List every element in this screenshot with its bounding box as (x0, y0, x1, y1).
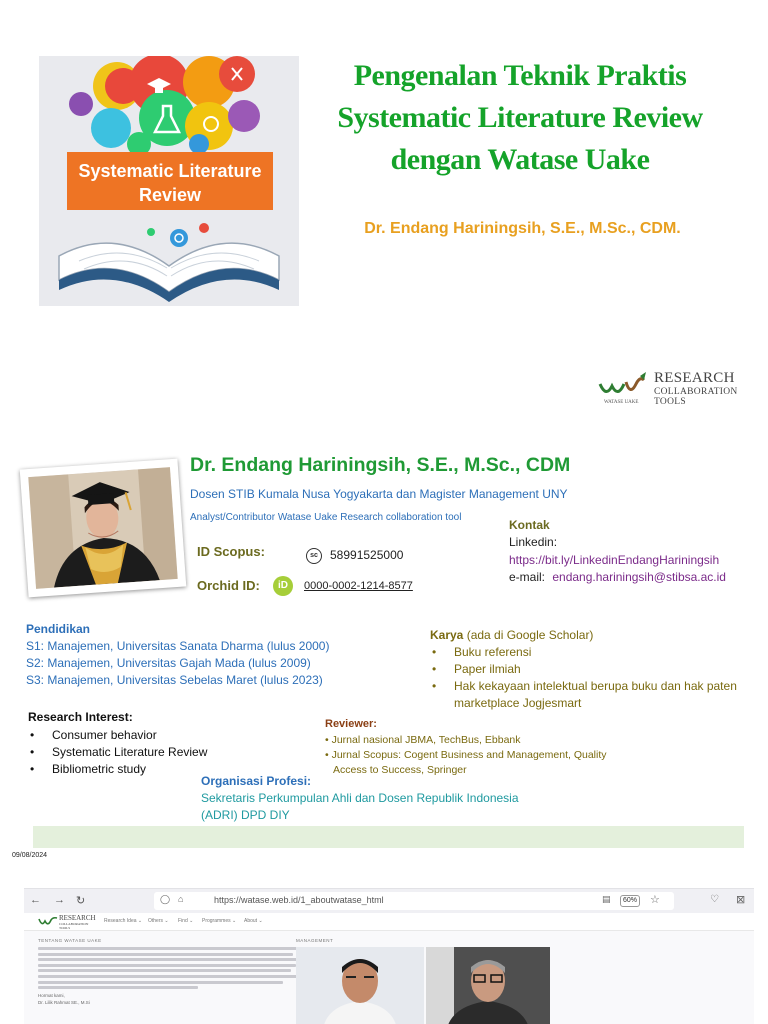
sign-name: Dr. Lilik Rahmat SE., M.Si (38, 1000, 90, 1005)
management-photo-1 (296, 947, 424, 1024)
bookmark-star-icon[interactable]: ☆ (650, 894, 660, 906)
site-logo-text (59, 915, 96, 930)
title-line-2: Systematic Literature Review (337, 101, 703, 134)
scopus-label: ID Scopus: (197, 544, 265, 559)
karya-item: • Hak kekayaan intelektual berupa buku dan hak paten marketplace Jogjesmart (430, 678, 750, 712)
karya-item: • Buku referensi (430, 644, 750, 661)
reviewer-heading: Reviewer: (325, 718, 377, 730)
lock-icon: ⌂ (178, 894, 184, 904)
reload-icon[interactable]: ↻ (76, 895, 86, 907)
email-link[interactable]: endang.hariningsih@stibsa.ac.id (552, 570, 726, 584)
research-interest-item: • Bibliometric study (28, 761, 207, 778)
menu-find[interactable]: Find ⌄ (178, 918, 194, 924)
profile-photo-frame (20, 459, 187, 598)
orcid-icon: iD (273, 576, 293, 596)
profile-role: Analyst/Contributor Watase Uake Research collaboration tool (190, 512, 462, 523)
zoom-indicator[interactable]: 60% (620, 895, 640, 907)
browser-toolbar (24, 889, 754, 913)
site-header (24, 913, 754, 931)
linkedin-label: Linkedin: (509, 535, 558, 549)
logo-text-collaboration: COLLABORATION (654, 387, 738, 397)
karya-list (430, 644, 750, 712)
presentation-title (300, 55, 740, 181)
title-line-1: Pengenalan Teknik Praktis (353, 59, 687, 92)
organisasi-line: Sekretaris Perkumpulan Ahli dan Dosen Republik Indonesia (201, 791, 519, 805)
presenter-name: Dr. Endang Hariningsih, S.E., M.Sc., CDM. (364, 220, 681, 237)
reviewer-line: • Jurnal Scopus: Cogent Business and Management, Quality (325, 749, 607, 761)
back-icon[interactable]: ← (30, 894, 41, 906)
slr-illustration (39, 56, 299, 306)
organisasi-line: (ADRI) DPD DIY (201, 808, 290, 822)
research-interest-item: • Systematic Literature Review (28, 744, 207, 761)
management-photo-2 (426, 947, 550, 1024)
shield-icon: ◯ (160, 894, 171, 904)
karya-note: (ada di Google Scholar) (463, 628, 594, 642)
site-logo-tools: TOOLS (59, 926, 71, 930)
karya-item: • Paper ilmiah (430, 661, 750, 678)
website-slide (0, 868, 768, 1024)
linkedin-link[interactable]: https://bit.ly/LinkedinEndangHariningsih (509, 553, 720, 567)
sign-greeting: Hormat kami, (38, 993, 65, 998)
profile-name: Dr. Endang Hariningsih, S.E., M.Sc., CDM (190, 454, 571, 476)
about-text-block (38, 947, 304, 992)
site-logo-icon (38, 916, 58, 928)
banner-text-line1: Systematic Literature (78, 161, 262, 181)
pendidikan-heading: Pendidikan (26, 622, 91, 636)
banner-text-line2: Review (138, 185, 202, 205)
extensions-icon[interactable]: ⊠ (736, 894, 746, 906)
logo-mark-text: WATASE UAKE (604, 400, 639, 404)
slide-date: 09/08/2024 (12, 852, 48, 859)
reviewer-line: Access to Success, Springer (333, 764, 467, 776)
site-logo-research: RESEARCH (59, 914, 96, 922)
email-label: e-mail: (509, 570, 546, 584)
forward-icon[interactable]: → (54, 894, 65, 906)
research-interest-list (28, 727, 207, 778)
management-section-label: MANAGEMENT (296, 938, 334, 943)
logo-text-research: RESEARCH (654, 370, 735, 386)
reader-icon[interactable]: ▤ (602, 894, 611, 904)
title-slide (0, 0, 768, 420)
profile-photo (28, 467, 177, 589)
research-interest-heading: Research Interest: (28, 710, 133, 724)
kontak-heading: Kontak (509, 518, 550, 532)
reviewer-line: • Jurnal nasional JBMA, TechBus, Ebbank (325, 734, 521, 746)
menu-others[interactable]: Others ⌄ (148, 918, 169, 924)
pocket-icon[interactable]: ♡ (710, 894, 719, 905)
profile-slide (0, 440, 768, 860)
email-row (509, 570, 726, 584)
footer-band (33, 826, 744, 848)
watase-logo (596, 368, 746, 410)
karya-title: Karya (430, 628, 464, 642)
organisasi-heading: Organisasi Profesi: (201, 774, 312, 788)
orcid-id-link[interactable]: 0000-0002-1214-8577 (304, 580, 413, 592)
karya-heading (430, 628, 593, 642)
pendidikan-item-s3: S3: Manajemen, Universitas Sebelas Maret (lulus 2023) (26, 673, 323, 687)
profile-affiliation: Dosen STIB Kumala Nusa Yogyakarta dan Magister Management UNY (190, 487, 568, 501)
menu-research-idea[interactable]: Research Idea ⌄ (104, 918, 143, 924)
menu-about[interactable]: About ⌄ (244, 918, 263, 924)
about-section-label: TENTANG WATASE UAKE (38, 938, 102, 943)
orcid-label: Orchid ID: (197, 578, 260, 593)
browser-window (24, 888, 754, 1024)
logo-text-tools: TOOLS (654, 397, 686, 407)
site-logo-collaboration: COLLABORATION (59, 922, 89, 926)
pendidikan-item-s2: S2: Manajemen, Universitas Gajah Mada (lulus 2009) (26, 656, 311, 670)
pendidikan-item-s1: S1: Manajemen, Universitas Sanata Dharma (lulus 2000) (26, 639, 330, 653)
scopus-icon: sc (306, 548, 322, 564)
research-interest-item: • Consumer behavior (28, 727, 207, 744)
address-bar[interactable] (154, 892, 674, 910)
url-text: https://watase.web.id/1_aboutwatase_html (214, 895, 384, 905)
title-line-3: dengan Watase Uake (390, 143, 650, 176)
watase-logo-icon (596, 372, 648, 404)
logo-text-collab (654, 387, 738, 407)
scopus-id: 58991525000 (330, 548, 404, 562)
menu-programmes[interactable]: Programmes ⌄ (202, 918, 237, 924)
